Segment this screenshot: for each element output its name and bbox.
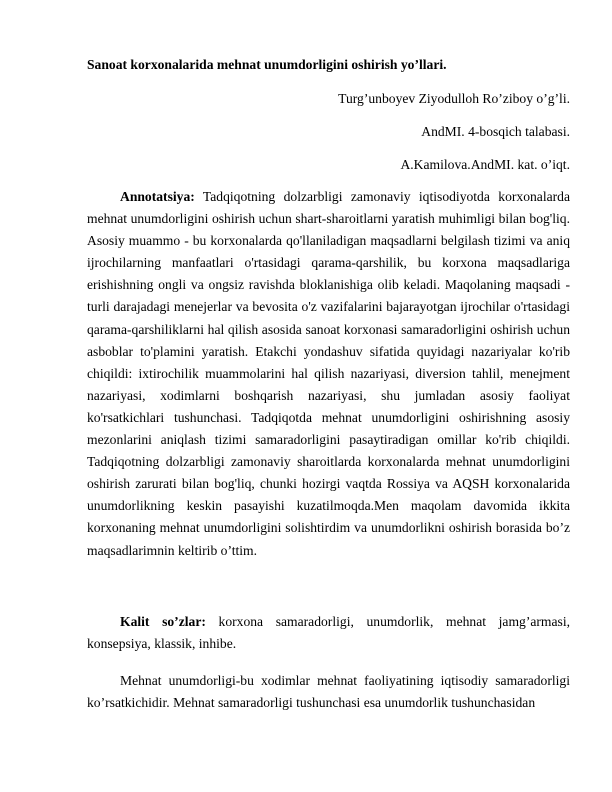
abstract-label: Annotatsiya: [120, 189, 195, 204]
keywords-text: korxona samaradorligi, unumdorlik, mehnat jamg’armasi, konsepsiya, klassik, inhibe. [87, 614, 570, 652]
abstract-paragraph [87, 186, 570, 562]
keywords-label: Kalit so’zlar: [120, 614, 206, 629]
abstract-section [87, 186, 570, 562]
paper-title: Sanoat korxonalarida mehnat unumdorligini oshirish yo’llari. [87, 57, 447, 72]
keywords-paragraph [87, 611, 570, 655]
intro-paragraph: Mehnat unumdorligi-bu xodimlar mehnat faoliyatining iqtisodiy samaradorligi ko’rsatkichidir. Mehnat samaradorligi tushunchasi esa unumdorlik tushunchasidan [87, 673, 570, 711]
author-name: Turg’unboyev Ziyodulloh Ro’ziboy o’g’li. [338, 91, 570, 106]
keywords-section [87, 611, 570, 655]
abstract-text: Tadqiqotning dolzarbligi zamonaviy iqtisodiyotda korxonalarda mehnat unumdorligini oshirish uchun shart-sharoitlarni yaratish muhimligi bilan bog'liq. Asosiy muammo - bu korxonalarda qo'llaniladigan maqsadlarni belgilash tizimi va aniq ijrochilarning manfaatlari o'rtasidagi qarama-qarshilik, bu korxona maqsadlariga erishishning ongli va ongsiz ravishda bloklanishiga olib keladi. Maqolaning maqsadi - turli darajadagi menejerlar va bevosita o'z vazifalarini bajarayotgan ijrochilar o'rtasidagi qarama-qarshiliklarni hal qilish asosida sanoat korxonasi samaradorligini oshirish uchun asboblar to'plamini yaratish. Etakchi yondashuv sifatida quyidagi nazariyalar ko'rib chiqildi: ixtirochilik muammolarini hal qilish nazariyasi, diversion tahlil, menejment nazariyasi, xodimlarni boshqarish nazariyasi, shu jumladan asosiy faoliyat ko'rsatkichlari tushunchasi. Tadqiqotda mehnat unumdorligini oshirishning asosiy mezonlarini aniqlash tizimi samaradorligini pasaytiradigan omillar ko'rib chiqildi. Tadqiqotning dolzarbligi zamonaviy sharoitlarda korxonalarda mehnat unumdorligini oshirish zarurati bilan bog'liq, chunki hozirgi vaqtda Rossiya va AQSH korxonalarida unumdorlikning keskin pasayishi kuzatilmoqda.Men maqolam davomida ikkita korxonaning mehnat unumdorligini solishtirdim va unumdorlikni oshirish borasida bo’z maqsadlarimnin keltirib o’ttim. [87, 189, 570, 558]
intro-section [87, 670, 570, 714]
author-affiliation: AndMI. 4-bosqich talabasi. [421, 124, 570, 139]
advisor-name: A.Kamilova.AndMI. kat. o’iqt. [400, 157, 570, 172]
